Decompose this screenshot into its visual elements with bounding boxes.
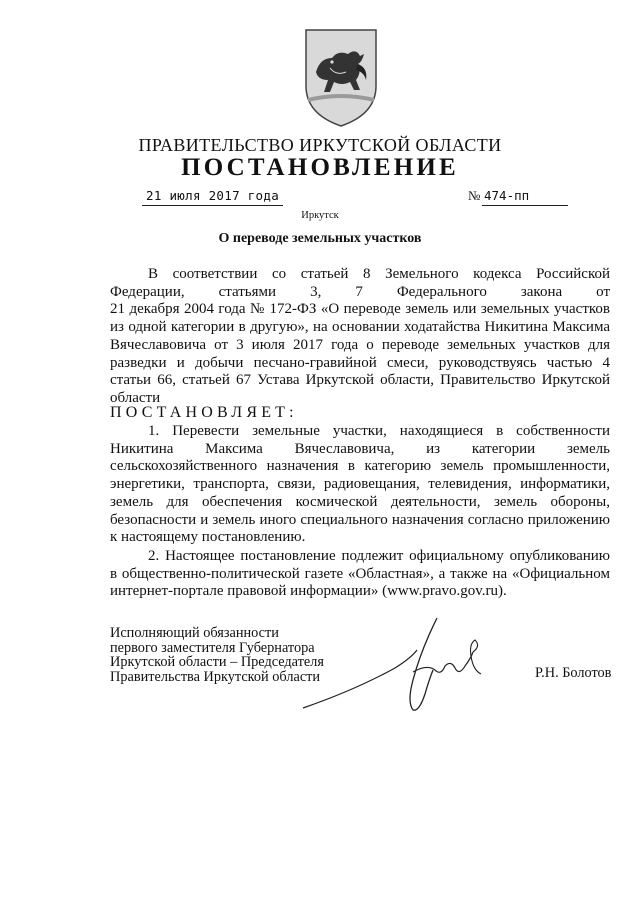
- text-line: земель для обеспечения космической деятельности, земель обороны,: [110, 493, 610, 510]
- text-line: статьи 66, статьей 67 Устава Иркутской области, Правительство Иркутской: [110, 372, 610, 389]
- position-line: первого заместителя Губернатора: [110, 639, 315, 656]
- position-line: Правительства Иркутской области: [110, 668, 321, 685]
- text-line: в общественно-политической газете «Областная», а также на «Официальном: [110, 565, 610, 582]
- document-date: [146, 188, 279, 203]
- text-line: энергетики, транспорта, связи, радиовещания, телевидения, информатики,: [110, 476, 610, 493]
- text-line: безопасности и земель иного специального назначения согласно приложению: [110, 511, 610, 528]
- irkutsk-coat-of-arms-icon: [302, 28, 380, 128]
- paragraph-preamble: [110, 266, 610, 408]
- text-line: интернет-портале правовой информации» (www.pravo.gov.ru).: [110, 583, 507, 600]
- text-line: 21 декабря 2004 года № 172-ФЗ «О переводе земель или земельных участков: [110, 301, 610, 318]
- document-type: ПОСТАНОВЛЕНИЕ: [181, 154, 459, 181]
- text-line: Никитина Максима Вячеславовича, из категории земель: [110, 440, 610, 457]
- number-prefix: №: [468, 188, 481, 203]
- text-line: из одной категории в другую», на основании ходатайства Никитина Максима: [110, 319, 610, 336]
- text-line: Федерации, статьями 3, 7 Федерального закона от: [110, 283, 610, 300]
- text-line: сельскохозяйственного назначения в категорию земель промышленности,: [110, 458, 610, 475]
- decree-heading: ПОСТАНОВЛЯЕТ:: [110, 404, 298, 421]
- document-number: [468, 188, 568, 204]
- number-underline: [482, 205, 568, 206]
- position-line: Исполняющий обязанности: [110, 625, 279, 641]
- signatory-name: Р.Н. Болотов: [535, 665, 612, 681]
- handwritten-signature-icon: [295, 610, 505, 720]
- text-line: разведки и добычи песчано-гравийной смеси, руководствуясь частью 4: [110, 354, 610, 371]
- date-underline: [142, 205, 283, 206]
- text-line: Вячеславовича от 3 июля 2017 года о переводе земельных участков для: [110, 336, 610, 353]
- city-name: Иркутск: [301, 210, 339, 221]
- text-line: к настоящему постановлению.: [110, 529, 306, 546]
- paragraph-item-2: [110, 548, 610, 601]
- signatory-position: [110, 626, 324, 684]
- text-line: 2. Настоящее постановление подлежит официальному опубликованию: [148, 548, 610, 564]
- number-value: 474-пп: [484, 188, 530, 203]
- paragraph-item-1: [110, 423, 610, 547]
- text-line: В соответствии со статьей 8 Земельного кодекса Российской: [148, 266, 610, 282]
- date-value: 21 июля 2017 года: [146, 188, 280, 203]
- government-name: ПРАВИТЕЛЬСТВО ИРКУТСКОЙ ОБЛАСТИ: [138, 135, 502, 155]
- text-line: 1. Перевести земельные участки, находящиеся в собственности: [148, 423, 610, 439]
- position-line: Иркутской области – Председателя: [110, 654, 324, 671]
- text-line: области: [110, 389, 161, 406]
- document-title: О переводе земельных участков: [218, 231, 422, 246]
